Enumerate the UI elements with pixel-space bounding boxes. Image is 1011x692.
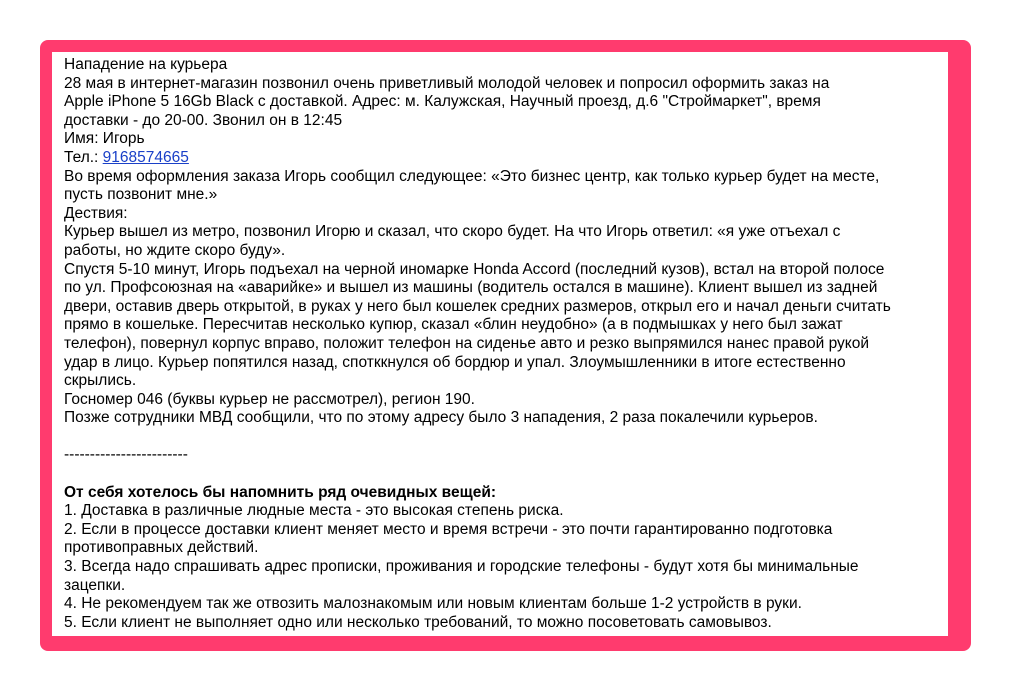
post-line: двери, оставив дверь открытой, в руках у него был кошелек средних размеров, открыл его и начал деньги считать <box>64 297 891 315</box>
advice-line: 1. Доставка в различные людные места - это высокая степень риска. <box>64 502 564 520</box>
blank-line <box>64 428 948 447</box>
advice-line: зацепки. <box>64 576 126 594</box>
post-line: доставки - до 20-00. Звонил он в 12:45 <box>64 111 343 129</box>
post-line: скрылись. <box>64 372 137 390</box>
advice-line: противоправных действий. <box>64 539 259 557</box>
blank-line <box>64 465 948 484</box>
post-line: Имя: Игорь <box>64 130 145 148</box>
post-line: Спустя 5-10 минут, Игорь подъехал на черной иномарке Honda Accord (последний кузов), встал на второй полосе <box>64 260 885 278</box>
advice-line: 3. Всегда надо спрашивать адрес прописки, проживания и городские телефоны - будут хотя бы минимальные <box>64 558 859 576</box>
post-line: по ул. Профсоюзная на «аварийке» и вышел из машины (водитель остался в машине). Клиент вышел из задней <box>64 279 878 297</box>
phone-link[interactable]: 9168574665 <box>102 148 189 166</box>
post-line: работы, но ждите скоро буду». <box>64 241 286 259</box>
advice-heading: От себя хотелось бы напомнить ряд очевидных вещей: <box>64 483 497 501</box>
post-line: Apple iPhone 5 16Gb Black с доставкой. Адрес: м. Калужская, Научный проезд, д.6 "Строймаркет", время <box>64 93 821 111</box>
post-line: Позже сотрудники МВД сообщили, что по этому адресу было 3 нападения, 2 раза покалечили курьеров. <box>64 409 818 427</box>
post-line: прямо в кошельке. Пересчитав несколько купюр, сказал «блин неудобно» (а в подмышках у него был зажат <box>64 316 843 334</box>
post-line: Госномер 046 (буквы курьер не рассмотрел), регион 190. <box>64 390 475 408</box>
advice-line: 2. Если в процессе доставки клиент меняет место и время встречи - это почти гарантированно подготовка <box>64 520 833 538</box>
separator: ------------------------ <box>64 446 188 464</box>
post-line: пусть позвонит мне.» <box>64 186 218 204</box>
post-line: телефон), повернул корпус вправо, положит телефон на сиденье авто и резко выпрямился нанес правой рукой <box>64 334 870 352</box>
post-line: удар в лицо. Курьер попятился назад, спотккнулся об бордюр и упал. Злоумышленники в итоге естественно <box>64 353 846 371</box>
post-content <box>52 52 948 636</box>
advice-line: 5. Если клиент не выполняет одно или несколько требований, то можно посоветовать самовывоз. <box>64 613 772 631</box>
post-line: Дествия: <box>64 204 128 222</box>
phone-label: Тел.: <box>64 148 103 166</box>
post-line: Курьер вышел из метро, позвонил Игорю и сказал, что скоро будет. На что Игорь ответил: «я уже отъехал с <box>64 223 841 241</box>
advice-line: 4. Не рекомендуем так же отвозить малознакомым или новым клиентам больше 1-2 устройств в руки. <box>64 595 802 613</box>
post-line: Во время оформления заказа Игорь сообщил следующее: «Это бизнес центр, как только курьер будет на месте, <box>64 167 880 185</box>
phone-row <box>64 149 948 168</box>
post-line: 28 мая в интернет-магазин позвонил очень приветливый молодой человек и попросил оформить заказ на <box>64 74 830 92</box>
post-title: Нападение на курьера <box>64 56 228 73</box>
